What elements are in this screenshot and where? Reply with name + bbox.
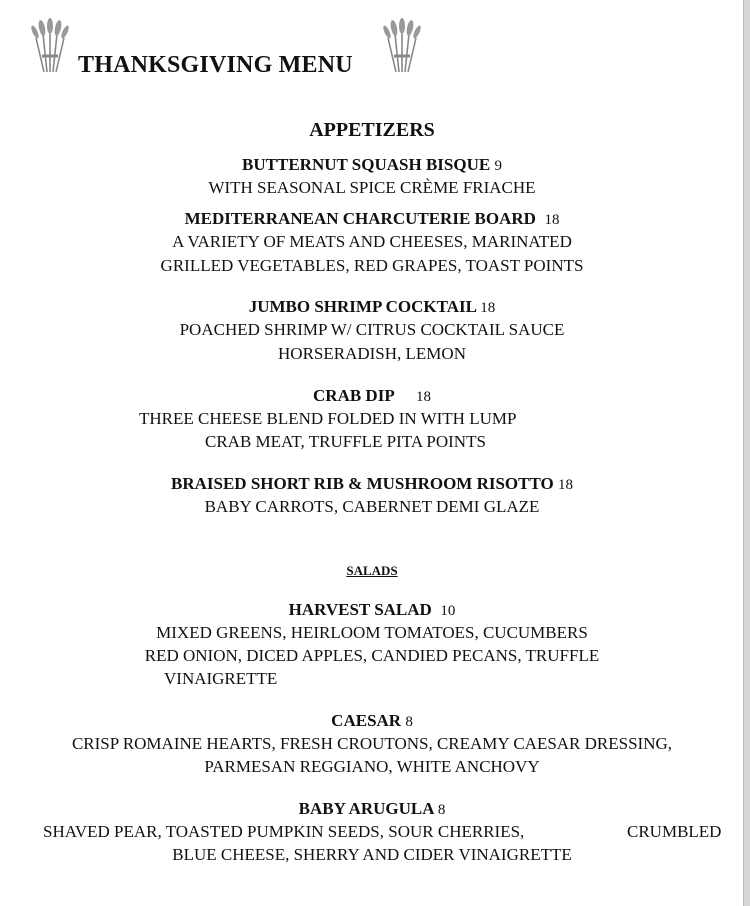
wheat-sheaf-icon	[382, 12, 422, 76]
item-description: THREE CHEESE BLEND FOLDED IN WITH LUMP	[139, 409, 517, 428]
item-description: PARMESAN REGGIANO, WHITE ANCHOVY	[204, 757, 540, 776]
menu-item-name-line	[0, 474, 744, 494]
item-name: HARVEST SALAD	[288, 600, 432, 619]
menu-item-name-line	[0, 297, 744, 317]
menu-item-name-line	[0, 799, 744, 819]
wheat-sheaf-icon	[30, 12, 70, 76]
item-description: A VARIETY OF MEATS AND CHEESES, MARINATED	[172, 232, 572, 251]
item-description: RED ONION, DICED APPLES, CANDIED PECANS, TRUFFLE	[144, 646, 600, 665]
item-description: CRAB MEAT, TRUFFLE PITA POINTS	[205, 432, 486, 451]
item-price: 8	[437, 802, 446, 818]
menu-item-name-line	[0, 600, 744, 620]
item-description: CRISP ROMAINE HEARTS, FRESH CROUTONS, CREAMY CAESAR DRESSING,	[71, 734, 673, 753]
item-price: 18	[558, 477, 573, 493]
item-description: WITH SEASONAL SPICE CRÈME FRIACHE	[208, 178, 536, 197]
menu-item-name-line	[0, 209, 744, 229]
item-name: CRAB DIP	[313, 386, 395, 405]
page-edge	[743, 0, 750, 906]
salads-heading: SALADS	[346, 563, 398, 578]
menu-title: THANKSGIVING MENU	[78, 52, 353, 78]
item-name: JUMBO SHRIMP COCKTAIL	[248, 297, 477, 316]
item-description: VINAIGRETTE	[164, 669, 278, 688]
item-name: MEDITERRANEAN CHARCUTERIE BOARD	[184, 209, 536, 228]
menu-item-name-line	[0, 155, 744, 175]
item-description: BABY CARROTS, CABERNET DEMI GLAZE	[204, 497, 540, 516]
item-price: 18	[544, 212, 560, 228]
item-price: 10	[440, 603, 456, 619]
item-name: BRAISED SHORT RIB & MUSHROOM RISOTTO	[170, 474, 554, 493]
item-price: 9	[494, 158, 502, 174]
menu-item-name-line	[0, 386, 744, 406]
item-description: POACHED SHRIMP W/ CITRUS COCKTAIL SAUCE	[179, 320, 565, 339]
item-description: GRILLED VEGETABLES, RED GRAPES, TOAST POINTS	[160, 256, 584, 275]
item-description: MIXED GREENS, HEIRLOOM TOMATOES, CUCUMBERS	[156, 623, 588, 642]
item-description: CRUMBLED	[627, 822, 722, 841]
item-price: 18	[415, 389, 431, 405]
item-price: 8	[405, 714, 413, 730]
item-price: 18	[480, 300, 496, 316]
item-description: HORSERADISH, LEMON	[278, 344, 466, 363]
menu-item-name-line	[0, 711, 744, 731]
item-name: CAESAR	[331, 711, 402, 730]
item-name: BUTTERNUT SQUASH BISQUE	[242, 155, 491, 174]
item-name: BABY ARUGULA	[298, 799, 434, 818]
appetizers-heading: APPETIZERS	[309, 119, 435, 141]
item-description: BLUE CHEESE, SHERRY AND CIDER VINAIGRETTE	[172, 845, 572, 864]
item-description: SHAVED PEAR, TOASTED PUMPKIN SEEDS, SOUR CHERRIES,	[43, 822, 525, 841]
